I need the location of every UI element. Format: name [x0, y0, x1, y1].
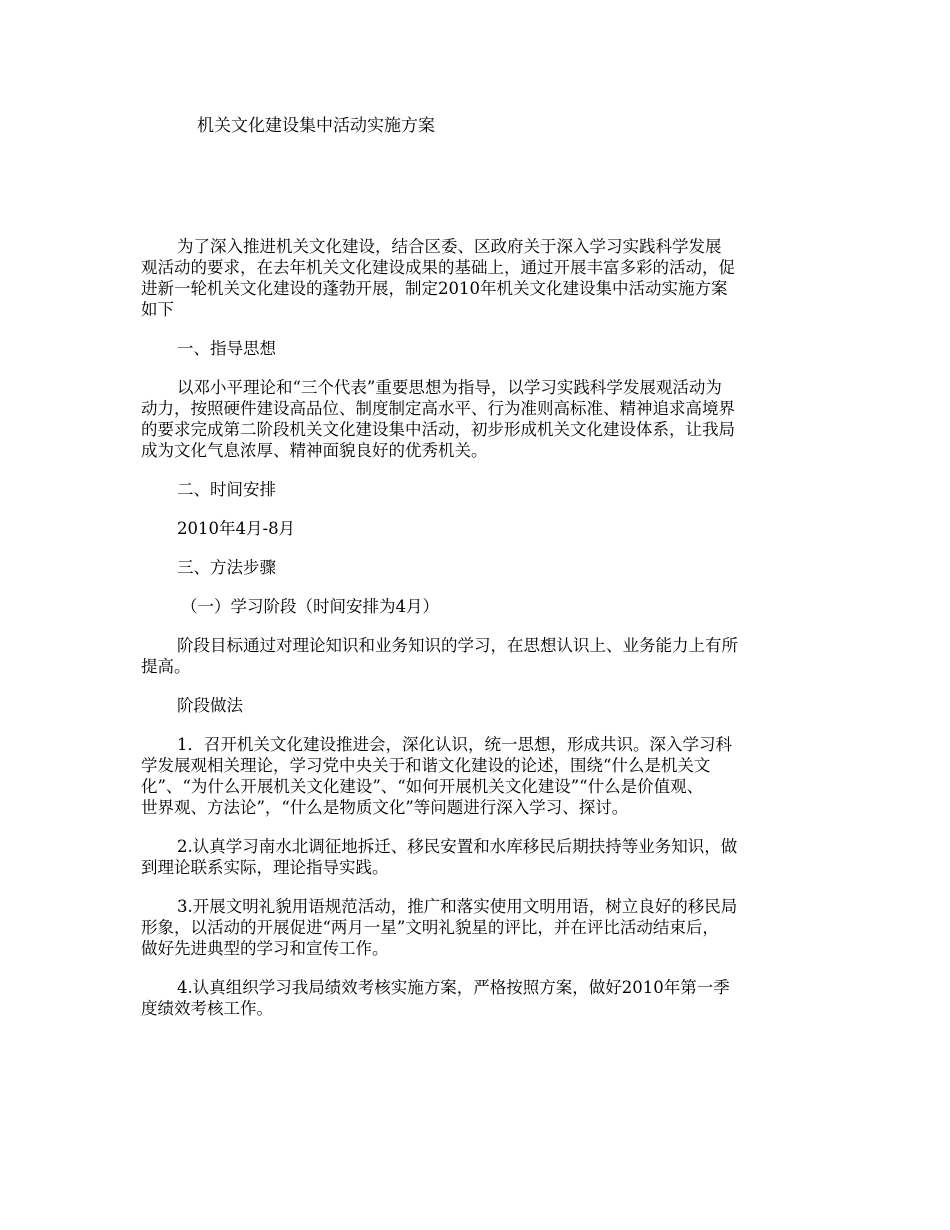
- goal-line-2: 提高。: [141, 657, 191, 676]
- item1-line-1: 1．召开机关文化建设推进会，深化认识，统一思想，形成共识。深入学习科: [177, 735, 732, 754]
- item1-line-2: 学发展观相关理论，学习党中央关于和谐文化建设的论述，围绕“什么是机关文: [141, 756, 711, 775]
- section1-line-1: 以邓小平理论和“三个代表”重要思想为指导，以学习实践科学发展观活动为: [177, 378, 722, 397]
- section1-paragraph: [141, 377, 821, 461]
- item3-line-3: 做好先进典型的学习和宣传工作。: [141, 939, 389, 958]
- item1-paragraph: [141, 734, 821, 818]
- intro-paragraph: [141, 236, 821, 320]
- item2-line-1: 2.认真学习南水北调征地拆迁、移民安置和水库移民后期扶持等业务知识，做: [177, 837, 738, 856]
- stage1-goal-paragraph: [141, 635, 821, 677]
- stage1-heading: （一）学习阶段（时间安排为4月）: [181, 597, 439, 616]
- intro-line-1: 为了深入推进机关文化建设，结合区委、区政府关于深入学习实践科学发展: [177, 237, 722, 256]
- item3-paragraph: [141, 896, 821, 959]
- section1-heading: 一、指导思想: [177, 339, 276, 358]
- item3-line-1: 3.开展文明礼貌用语规范活动，推广和落实使用文明用语，树立良好的移民局: [177, 897, 738, 916]
- item2-paragraph: [141, 836, 821, 878]
- item1-line-4: 世界观、方法论”，“什么是物质文化”等问题进行深入学习、探讨。: [141, 798, 629, 817]
- section2-text: 2010年4月-8月: [177, 519, 296, 538]
- intro-line-3: 进新一轮机关文化建设的蓬勃开展，制定2010年机关文化建设集中活动实施方案: [141, 279, 728, 298]
- item4-line-1: 4.认真组织学习我局绩效考核实施方案，严格按照方案，做好2010年第一季: [177, 978, 730, 997]
- section1-line-4: 成为文化气息浓厚、精神面貌良好的优秀机关。: [141, 441, 488, 460]
- method-heading: 阶段做法: [177, 696, 243, 715]
- section1-line-2: 动力，按照硬件建设高品位、制度制定高水平、行为准则高标准、精神追求高境界: [141, 399, 735, 418]
- intro-line-2: 观活动的要求，在去年机关文化建设成果的基础上，通过开展丰富多彩的活动，促: [141, 258, 735, 277]
- item4-line-2: 度绩效考核工作。: [141, 999, 273, 1018]
- item4-paragraph: [141, 977, 821, 1019]
- goal-line-1: 阶段目标通过对理论知识和业务知识的学习，在思想认识上、业务能力上有所: [177, 636, 738, 655]
- section3-heading: 三、方法步骤: [177, 558, 276, 577]
- document-body: [141, 236, 821, 1037]
- item2-line-2: 到理论联系实际，理论指导实践。: [141, 858, 389, 877]
- section2-heading: 二、时间安排: [177, 480, 276, 499]
- item3-line-2: 形象，以活动的开展促进“两月一星”文明礼貌星的评比，并在评比活动结束后，: [141, 918, 719, 937]
- document-title: 机关文化建设集中活动实施方案: [197, 116, 435, 136]
- item1-line-3: 化”、“为什么开展机关文化建设”、“如何开展机关文化建设”“什么是价值观、: [141, 777, 704, 796]
- intro-line-4: 如下: [141, 300, 174, 319]
- section1-line-3: 的要求完成第二阶段机关文化建设集中活动，初步形成机关文化建设体系，让我局: [141, 420, 735, 439]
